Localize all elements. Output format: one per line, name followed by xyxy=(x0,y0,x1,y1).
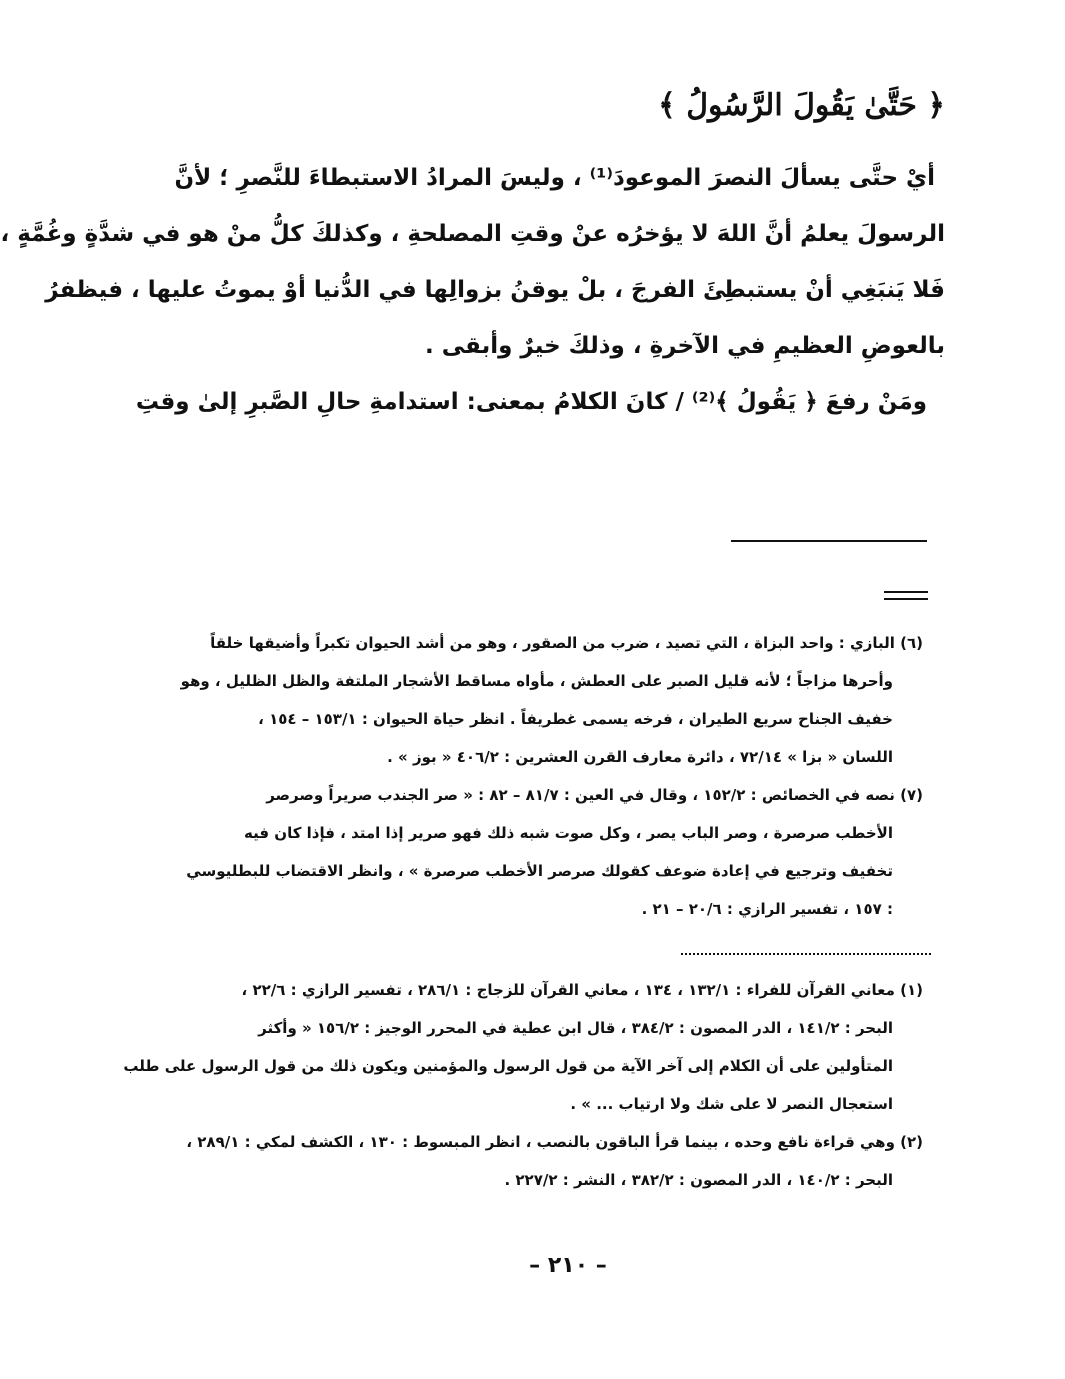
main-text xyxy=(0,150,945,430)
main-text-line: أيْ حتَّى يسألَ النصرَ الموعودَ⁽¹⁾ ، وليسَ المرادُ الاستبطاءَ للنَّصرِ ؛ لأنَّ xyxy=(174,165,935,191)
main-text-line: الرسولَ يعلمُ أنَّ اللهَ لا يؤخرُه عنْ وقتِ المصلحةِ ، وكذلكَ كلُّ منْ هو في شدَّةٍ وغُمَّةٍ ، xyxy=(0,221,945,247)
footnote-line: (٦) البازي : واحد البزاة ، التي تصيد ، ضرب من الصقور ، وهو من أشد الحيوان تكبراً وأضيقها خلقاً xyxy=(210,634,923,652)
footnotes-current-page xyxy=(123,971,923,1199)
footnote-line: (٧) نصه في الخصائص : ١٥٢/٢ ، وقال في العين : ٨١/٧ – ٨٢ : « صر الجندب صريراً وصرصر xyxy=(266,786,923,804)
footnote-line: اللسان « بزا » ٧٢/١٤ ، دائرة معارف القرن العشرين : ٤٠٦/٢ « بوز » . xyxy=(387,748,893,766)
main-text-line: بالعوضِ العظيمِ في الآخرةِ ، وذلكَ خيرٌ وأبقى . xyxy=(425,333,945,359)
footnote-line: (٢) وهي قراءة نافع وحده ، بينما قرأ الباقون بالنصب ، انظر المبسوط : ١٣٠ ، الكشف لمكي : ٢٨٩/١ ، xyxy=(186,1133,923,1151)
footnote-line: : ١٥٧ ، تفسير الرازي : ٢٠/٦ – ٢١ . xyxy=(641,900,893,918)
footnote-line: (١) معاني القرآن للفراء : ١٣٢/١ ، ١٣٤ ، معاني القرآن للزجاج : ٢٨٦/١ ، تفسير الرازي : ٢٢/٦ ، xyxy=(241,981,923,999)
footnotes-previous-page xyxy=(180,624,923,928)
double-separator-rule xyxy=(884,591,928,600)
footnote-line: البحر : ١٤٠/٢ ، الدر المصون : ٣٨٢/٢ ، النشر : ٢٢٧/٢ . xyxy=(504,1171,893,1189)
main-text-line: فَلا يَنبَغِي أنْ يستبطِئَ الفرجَ ، بلْ يوقنُ بزوالِها في الدُّنيا أوْ يموتُ عليها ، فيظفرُ xyxy=(45,277,945,303)
separator-rule xyxy=(731,540,927,542)
page-number: – ٢١٠ – xyxy=(529,1253,607,1278)
footnote-line: البحر : ١٤١/٢ ، الدر المصون : ٣٨٤/٢ ، قال ابن عطية في المحرر الوجيز : ١٥٦/٢ « وأكثر xyxy=(258,1019,893,1037)
dotted-separator-rule xyxy=(681,953,931,955)
footnote-line: خفيف الجناح سريع الطيران ، فرخه يسمى غطريفاً . انظر حياة الحيوان : ١٥٣/١ – ١٥٤ ، xyxy=(258,710,893,728)
footnote-line: الأخطب صرصرة ، وصر الباب يصر ، وكل صوت شبه ذلك فهو صرير إذا امتد ، فإذا كان فيه xyxy=(244,824,893,842)
footnote-line: وأحرها مزاجاً ؛ لأنه قليل الصبر على العطش ، مأواه مساقط الأشجار الملتفة والظل الظليل ، وهو xyxy=(180,672,893,690)
verse-heading: ﴿ حَتَّىٰ يَقُولَ الرَّسُولُ ﴾ xyxy=(658,88,945,123)
footnote-line: المتأولين على أن الكلام إلى آخر الآية من قول الرسول والمؤمنين ويكون ذلك من قول الرسول على طلب xyxy=(123,1057,893,1075)
main-text-line: ومَنْ رفعَ ﴿ يَقُولُ ﴾⁽²⁾ / كانَ الكلامُ بمعنى: استدامةِ حالِ الصَّبرِ إلىٰ وقتِ xyxy=(135,389,927,415)
footnote-line: استعجال النصر لا على شك ولا ارتياب ... » . xyxy=(570,1095,893,1113)
footnote-line: تخفيف وترجيع في إعادة ضوعف كقولك صرصر الأخطب صرصرة » ، وانظر الاقتضاب للبطليوسي xyxy=(186,862,893,880)
